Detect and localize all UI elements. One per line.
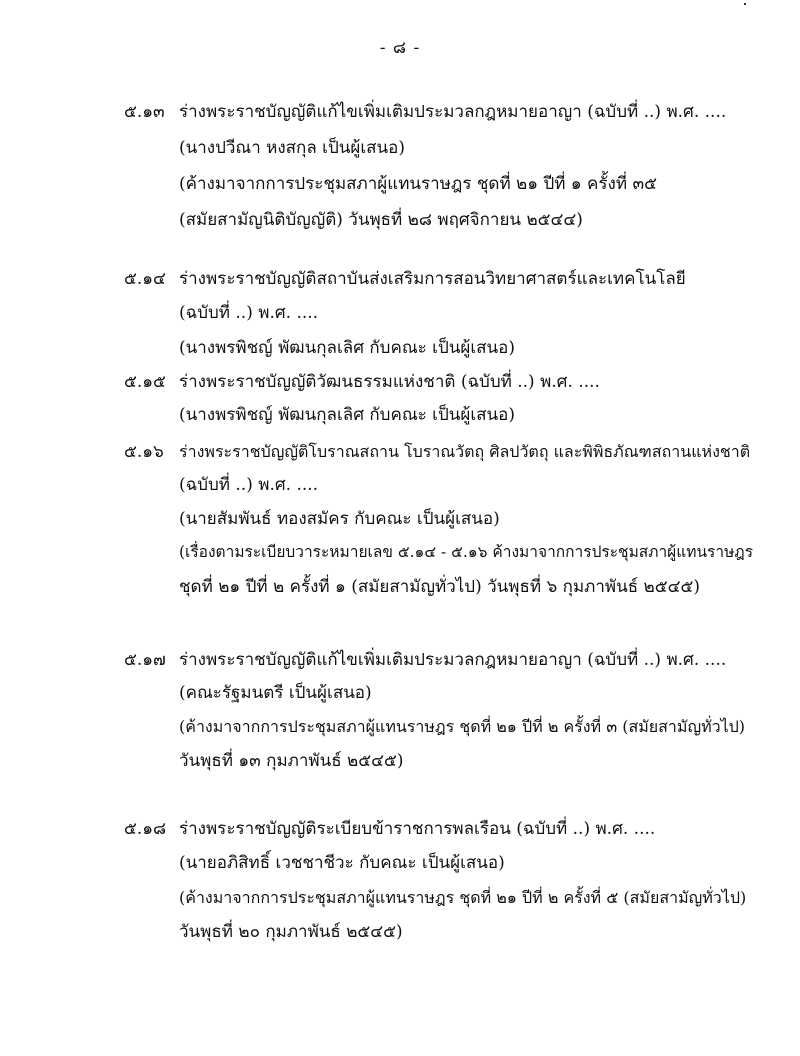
item-number: ๕.๑๕ <box>124 372 166 392</box>
item-title: ร่างพระราชบัญญัติแก้ไขเพิ่มเติมประมวลกฎหมายอาญา (ฉบับที่ ..) พ.ศ. .... <box>179 650 727 670</box>
item-proposer: (นางปวีณา หงสกุล เป็นผู้เสนอ) <box>179 138 405 158</box>
item-note: (สมัยสามัญนิติบัญญัติ) วันพุธที่ ๒๘ พฤศจิกายน ๒๕๔๔) <box>179 210 583 230</box>
item-number: ๕.๑๘ <box>124 819 167 839</box>
item-note: (ค้างมาจากการประชุมสภาผู้แทนราษฎร ชุดที่ ๒๑ ปีที่ ๑ ครั้งที่ ๓๕ <box>179 174 657 194</box>
item-note: ชุดที่ ๒๑ ปีที่ ๒ ครั้งที่ ๑ (สมัยสามัญทั่วไป) วันพุธที่ ๖ กุมภาพันธ์ ๒๕๔๕) <box>179 577 700 597</box>
item-proposer: (นางพรพิชญ์ พัฒนกุลเลิศ กับคณะ เป็นผู้เสนอ) <box>179 405 515 425</box>
item-note: (เรื่องตามระเบียบวาระหมายเลข ๕.๑๔ - ๕.๑๖ ค้างมาจากการประชุมสภาผู้แทนราษฎร <box>179 543 754 561</box>
item-note: (ค้างมาจากการประชุมสภาผู้แทนราษฎร ชุดที่ ๒๑ ปีที่ ๒ ครั้งที่ ๓ (สมัยสามัญทั่วไป) <box>179 717 746 736</box>
item-title: ร่างพระราชบัญญัติแก้ไขเพิ่มเติมประมวลกฎหมายอาญา (ฉบับที่ ..) พ.ศ. .... <box>179 102 727 122</box>
item-number: ๕.๑๖ <box>124 442 164 462</box>
item-note: วันพุธที่ ๑๓ กุมภาพันธ์ ๒๕๔๕) <box>179 751 404 771</box>
item-number: ๕.๑๔ <box>124 269 166 289</box>
item-title: ร่างพระราชบัญญัติวัฒนธรรมแห่งชาติ (ฉบับที่ ..) พ.ศ. .... <box>179 372 600 392</box>
item-title: ร่างพระราชบัญญัติระเบียบข้าราชการพลเรือน (ฉบับที่ ..) พ.ศ. .... <box>179 819 656 839</box>
page-number: - ๘ - <box>379 38 421 58</box>
item-title: ร่างพระราชบัญญัติโบราณสถาน โบราณวัตถุ ศิลปวัตถุ และพิพิธภัณฑสถานแห่งชาติ <box>179 442 751 461</box>
item-note: วันพุธที่ ๒๐ กุมภาพันธ์ ๒๕๔๕) <box>179 922 403 942</box>
item-number: ๕.๑๗ <box>124 650 166 670</box>
item-title: ร่างพระราชบัญญัติสถาบันส่งเสริมการสอนวิทยาศาสตร์และเทคโนโลยี <box>179 269 686 289</box>
item-proposer: (นายสัมพันธ์ ทองสมัคร กับคณะ เป็นผู้เสนอ) <box>179 509 500 529</box>
item-note: (ค้างมาจากการประชุมสภาผู้แทนราษฎร ชุดที่ ๒๑ ปีที่ ๒ ครั้งที่ ๕ (สมัยสามัญทั่วไป) <box>179 888 747 907</box>
item-proposer: (คณะรัฐมนตรี เป็นผู้เสนอ) <box>179 683 372 703</box>
item-edition: (ฉบับที่ ..) พ.ศ. .... <box>179 475 319 495</box>
scan-speck <box>744 3 746 5</box>
item-number: ๕.๑๓ <box>124 102 165 122</box>
item-proposer: (นายอภิสิทธิ์ เวชชาชีวะ กับคณะ เป็นผู้เสนอ) <box>179 853 505 873</box>
item-proposer: (นางพรพิชญ์ พัฒนกุลเลิศ กับคณะ เป็นผู้เสนอ) <box>179 338 515 358</box>
item-edition: (ฉบับที่ ..) พ.ศ. .... <box>179 303 319 323</box>
